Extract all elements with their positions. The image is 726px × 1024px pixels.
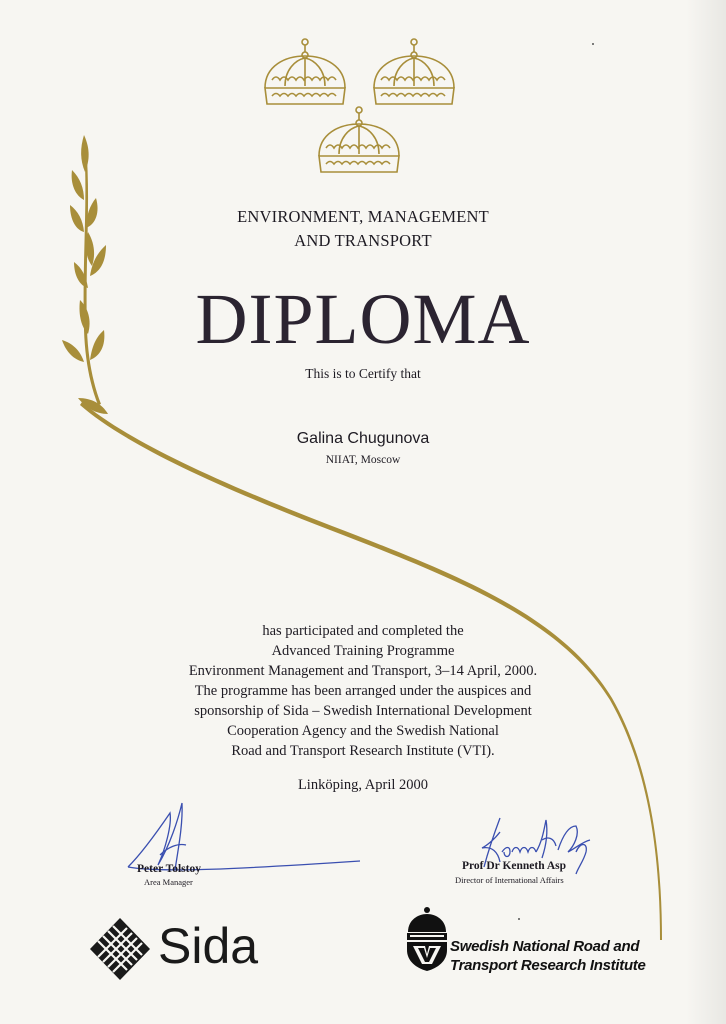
crown-emblem-icon bbox=[369, 36, 459, 108]
body-line: Environment Management and Transport, 3–14 April, 2000. bbox=[188, 663, 538, 679]
programme-heading-line-1: ENVIRONMENT, MANAGEMENT bbox=[237, 207, 489, 226]
certify-line: This is to Certify that bbox=[305, 366, 421, 381]
crown-emblem-icon bbox=[314, 104, 404, 176]
body-line: Cooperation Agency and the Swedish National bbox=[227, 723, 499, 739]
body-line: The programme has been arranged under the auspices and bbox=[194, 683, 532, 699]
signatory-name: Prof Dr Kenneth Asp bbox=[462, 860, 567, 872]
vti-name-line: Swedish National Road and bbox=[450, 938, 640, 955]
crown-emblem-icon bbox=[260, 36, 350, 108]
body-line: sponsorship of Sida – Swedish International Development bbox=[194, 703, 532, 719]
body-line: Advanced Training Programme bbox=[271, 643, 455, 659]
vti-name bbox=[450, 937, 646, 975]
paper-speck bbox=[592, 43, 594, 45]
sida-lattice-icon bbox=[88, 916, 152, 982]
body-line: Road and Transport Research Institute (VTI). bbox=[231, 743, 495, 759]
paper-speck bbox=[518, 918, 520, 920]
certificate-body bbox=[0, 621, 726, 761]
diploma-title: DIPLOMA bbox=[195, 279, 531, 359]
sida-wordmark: Sida bbox=[158, 918, 259, 974]
vti-crown-shield-icon bbox=[404, 906, 450, 972]
recipient-institution: NIIAT, Moscow bbox=[325, 454, 401, 466]
place-and-date: Linköping, April 2000 bbox=[297, 777, 429, 793]
body-line: has participated and completed the bbox=[262, 623, 464, 639]
recipient-name: Galina Chugunova bbox=[296, 430, 430, 447]
signatory-name: Peter Tolstoy bbox=[137, 863, 201, 875]
signatory-title: Director of International Affairs bbox=[455, 875, 564, 885]
programme-heading-line-2: AND TRANSPORT bbox=[294, 231, 432, 250]
vti-name-line: Transport Research Institute bbox=[450, 957, 646, 974]
signatory-title: Area Manager bbox=[144, 877, 193, 887]
